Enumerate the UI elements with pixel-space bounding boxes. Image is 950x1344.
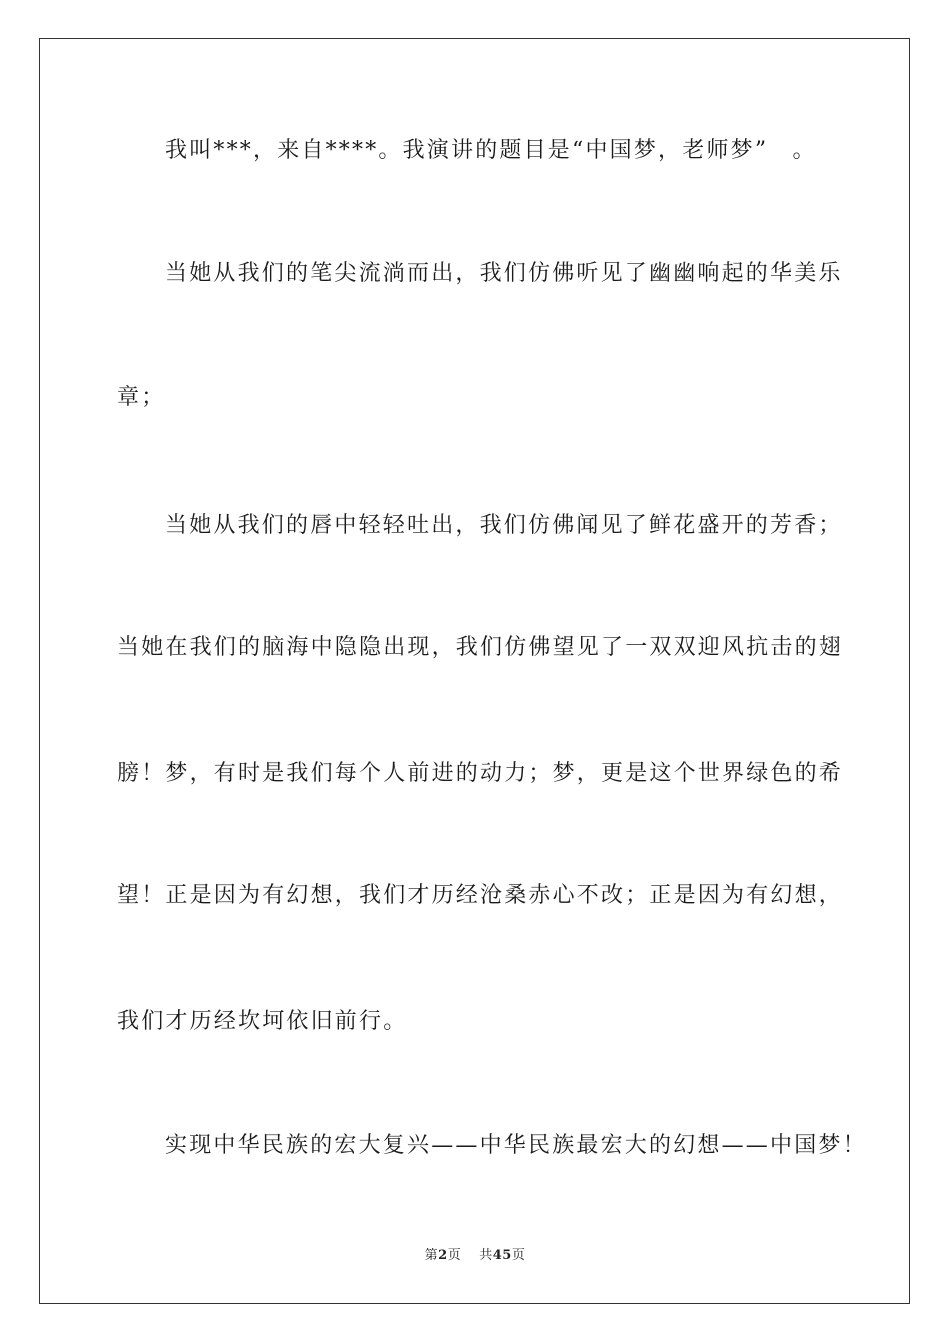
page-suffix: 页 xyxy=(447,1248,462,1263)
paragraph-line-4: 当她从我们的唇中轻轻吐出，我们仿佛闻见了鲜花盛开的芳香； xyxy=(165,513,843,538)
paragraph-line-3: 章； xyxy=(117,385,166,410)
page-footer xyxy=(0,1247,950,1265)
paragraph-line-7: 望！正是因为有幻想，我们才历经沧桑赤心不改；正是因为有幻想， xyxy=(117,883,844,908)
page-prefix: 第 xyxy=(424,1248,439,1263)
paragraph-line-1: 我叫***，来自****。我演讲的题目是“中国梦，老师梦” 。 xyxy=(165,138,817,163)
paragraph-line-6: 膀！梦，有时是我们每个人前进的动力；梦，更是这个世界绿色的希 xyxy=(117,761,844,786)
total-pages: 45 xyxy=(492,1248,512,1263)
paragraph-line-2: 当她从我们的笔尖流淌而出，我们仿佛听见了幽幽响起的华美乐 xyxy=(165,261,843,286)
total-suffix: 页 xyxy=(511,1248,526,1263)
paragraph-line-8: 我们才历经坎坷依旧前行。 xyxy=(117,1009,408,1034)
paragraph-line-9: 实现中华民族的宏大复兴——中华民族最宏大的幻想——中国梦！ xyxy=(165,1133,867,1158)
page-number: 2 xyxy=(438,1248,448,1263)
total-prefix: 共 xyxy=(479,1248,493,1263)
paragraph-line-5: 当她在我们的脑海中隐隐出现，我们仿佛望见了一双双迎风抗击的翅 xyxy=(117,635,844,660)
page-border xyxy=(39,38,910,1304)
